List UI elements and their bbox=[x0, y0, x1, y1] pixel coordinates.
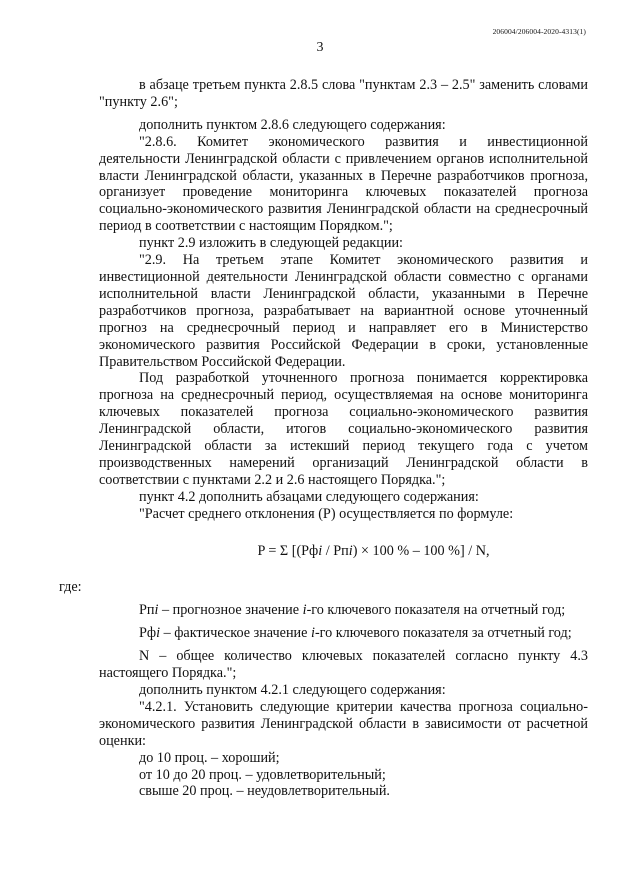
formula-index: i bbox=[348, 542, 353, 559]
paragraph: дополнить пунктом 2.8.6 следующего содержания: bbox=[139, 116, 446, 133]
where-label: где: bbox=[59, 579, 82, 596]
definition-actual bbox=[99, 625, 588, 642]
definition-text: – фактическое значение bbox=[160, 625, 311, 642]
list-item: свыше 20 проц. – неудовлетворительный. bbox=[139, 783, 390, 800]
symbol-index: i bbox=[156, 625, 161, 642]
page-number: 3 bbox=[316, 40, 324, 55]
paragraph: N – общее количество ключевых показателей согласно пункту 4.3 настоящего Порядка."; bbox=[99, 648, 588, 682]
symbol: Рп bbox=[139, 602, 155, 619]
paragraph: "Расчет среднего отклонения (Р) осуществляется по формуле: bbox=[139, 505, 514, 522]
definition-text: -го ключевого показателя на отчетный год; bbox=[306, 602, 566, 619]
document-body bbox=[59, 77, 588, 800]
definition-text: – прогнозное значение bbox=[158, 602, 303, 619]
paragraph: пункт 2.9 изложить в следующей редакции: bbox=[139, 235, 403, 252]
symbol-index: i bbox=[154, 602, 159, 619]
document-id: 206004/206004-2020-4313(1) bbox=[492, 27, 586, 36]
formula bbox=[159, 543, 588, 560]
paragraph: в абзаце третьем пункта 2.8.5 слова "пунктам 2.3 – 2.5" заменить словами "пункту 2.6"; bbox=[99, 77, 588, 110]
definition-text: -го ключевого показателя за отчетный год; bbox=[314, 625, 572, 642]
paragraph: "2.8.6. Комитет экономического развития и инвестиционной деятельности Ленинградской области с привлечением органов исполнительной власти Ленинградской области, указанных в Перечне разработчиков прогноза, организует проведение мониторинга ключевых показателей прогноза социально-экономического развития Ленинградской области на среднесрочный период в соответствии с настоящим Порядком."; bbox=[99, 133, 588, 235]
paragraph: Под разработкой уточненного прогноза понимается корректировка прогноза на среднесрочный период, осуществляемая на основе мониторинга ключевых показателей прогноза социально-экономического развития Ленинградской области, итогов социально-экономического развития Ленинградской области за истекший период текущего года с учетом производственных намерений организаций Ленинградской области в соответствии с пунктами 2.2 и 2.6 настоящего Порядка."; bbox=[99, 370, 588, 488]
symbol: Рф bbox=[139, 625, 157, 642]
formula-part: / Рп bbox=[322, 542, 349, 559]
paragraph: "2.9. На третьем этапе Комитет экономического развития и инвестиционной деятельности Ленинградской области совместно с органами исполнительной власти Ленинградской области, указанными в Перечне разработчиков прогноза, разрабатывает на вариантной основе уточненный прогноз на среднесрочный период и направляет его в Министерство экономического развития Российской Федерации в сроки, установленные Правительством Российской Федерации. bbox=[99, 252, 588, 370]
formula-index: i bbox=[318, 542, 323, 559]
index-variable: i bbox=[310, 625, 315, 642]
list-item: от 10 до 20 проц. – удовлетворительный; bbox=[139, 766, 386, 783]
list-item: до 10 проц. – хороший; bbox=[139, 749, 280, 766]
criteria-list bbox=[99, 750, 588, 801]
definition-forecast bbox=[99, 602, 588, 619]
paragraph: дополнить пунктом 4.2.1 следующего содержания: bbox=[139, 682, 446, 698]
index-variable: i bbox=[302, 602, 307, 619]
paragraph: "4.2.1. Установить следующие критерии качества прогноза социально-экономического развития Ленинградской области в зависимости от расчетной оценки: bbox=[99, 698, 588, 749]
formula-part: ) × 100 % – 100 %] / N, bbox=[352, 542, 490, 559]
formula-part: P = Σ [(Рф bbox=[257, 542, 319, 559]
paragraph: пункт 4.2 дополнить абзацами следующего содержания: bbox=[139, 488, 479, 505]
